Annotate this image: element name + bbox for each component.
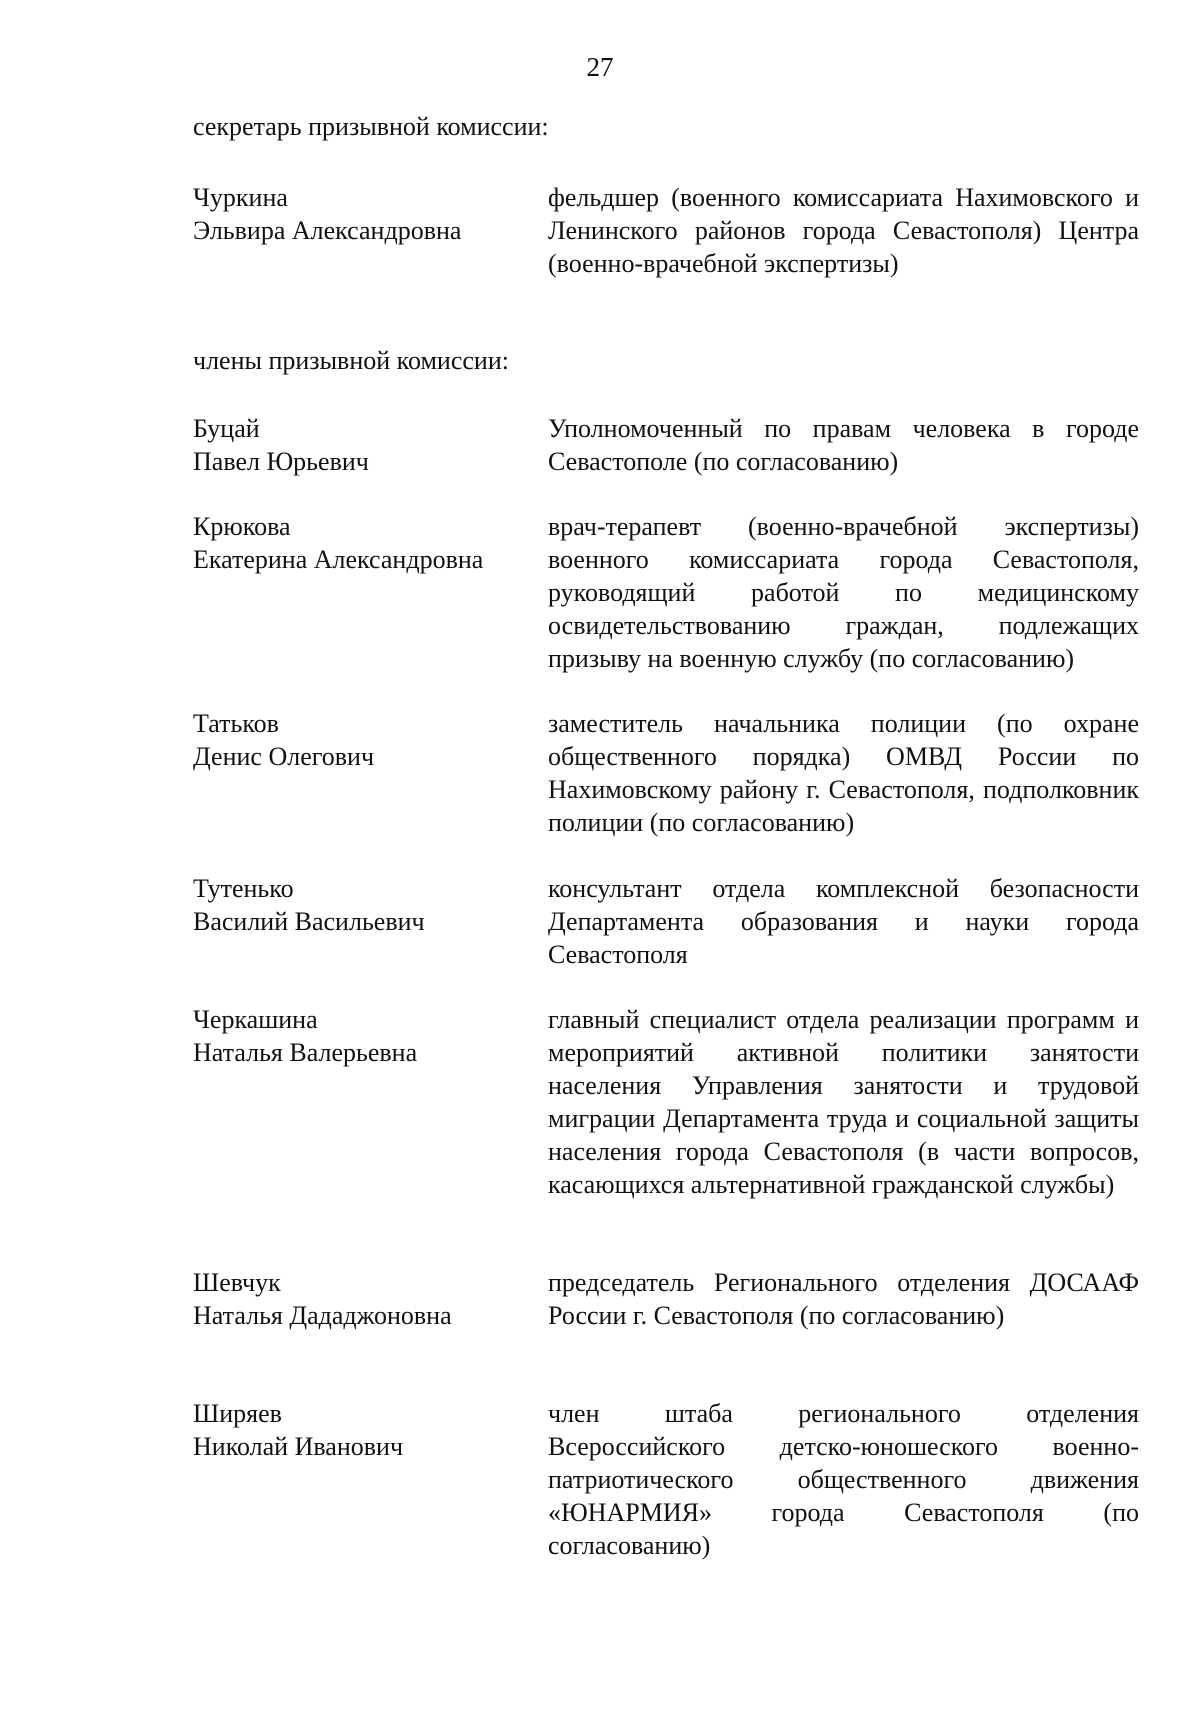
- person-role: член штаба регионального отделения Всероссийского детско-юношеского военно-патриотического общественного движения «ЮНАРМИЯ» города Севастополя (по согласованию): [548, 1399, 1139, 1560]
- surname: Крюкова: [193, 512, 291, 541]
- secretary-heading: секретарь призывной комиссии:: [193, 112, 549, 141]
- given-names: Наталья Дададжоновна: [193, 1301, 452, 1330]
- surname: Шевчук: [193, 1268, 281, 1297]
- surname: Татьков: [193, 709, 279, 738]
- given-names: Денис Олегович: [193, 742, 375, 771]
- person-role: фельдшер (военного комиссариата Нахимовского и Ленинского районов города Севастополя) Центра (военно-врачебной экспертизы): [548, 183, 1139, 278]
- given-names: Павел Юрьевич: [193, 447, 369, 476]
- given-names: Василий Васильевич: [193, 907, 425, 936]
- person-name: [193, 1003, 553, 1069]
- person-name: [193, 707, 553, 773]
- person-name: [193, 181, 553, 247]
- given-names: Екатерина Александровна: [193, 545, 484, 574]
- person-name: [193, 1397, 553, 1463]
- person-name: [193, 412, 553, 478]
- person-name: [193, 872, 553, 938]
- page-number: 27: [586, 52, 614, 82]
- person-name: [193, 510, 553, 576]
- surname: Чуркина: [193, 183, 288, 212]
- person-role: врач-терапевт (военно-врачебной экспертизы) военного комиссариата города Севастополя, руководящий работой по медицинскому освидетельствованию граждан, подлежащих призыву на военную службу (по согласованию): [548, 512, 1139, 673]
- members-heading: члены призывной комиссии:: [193, 346, 509, 375]
- given-names: Наталья Валерьевна: [193, 1038, 418, 1067]
- surname: Тутенько: [193, 874, 294, 903]
- person-role: председатель Регионального отделения ДОСААФ России г. Севастополя (по согласованию): [548, 1268, 1139, 1330]
- person-role: Уполномоченный по правам человека в городе Севастополе (по согласованию): [548, 414, 1139, 476]
- given-names: Эльвира Александровна: [193, 216, 462, 245]
- person-role: консультант отдела комплексной безопасности Департамента образования и науки города Севастополя: [548, 874, 1139, 969]
- surname: Ширяев: [193, 1399, 282, 1428]
- surname: Буцай: [193, 414, 260, 443]
- person-role: главный специалист отдела реализации программ и мероприятий активной политики занятости населения Управления занятости и трудовой миграции Департамента труда и социальной защиты населения города Севастополя (в части вопросов, касающихся альтернативной гражданской службы): [548, 1005, 1139, 1199]
- given-names: Николай Иванович: [193, 1432, 404, 1461]
- person-role: заместитель начальника полиции (по охране общественного порядка) ОМВД России по Нахимовскому району г. Севастополя, подполковник полиции (по согласованию): [548, 709, 1139, 837]
- surname: Черкашина: [193, 1005, 318, 1034]
- person-name: [193, 1266, 553, 1332]
